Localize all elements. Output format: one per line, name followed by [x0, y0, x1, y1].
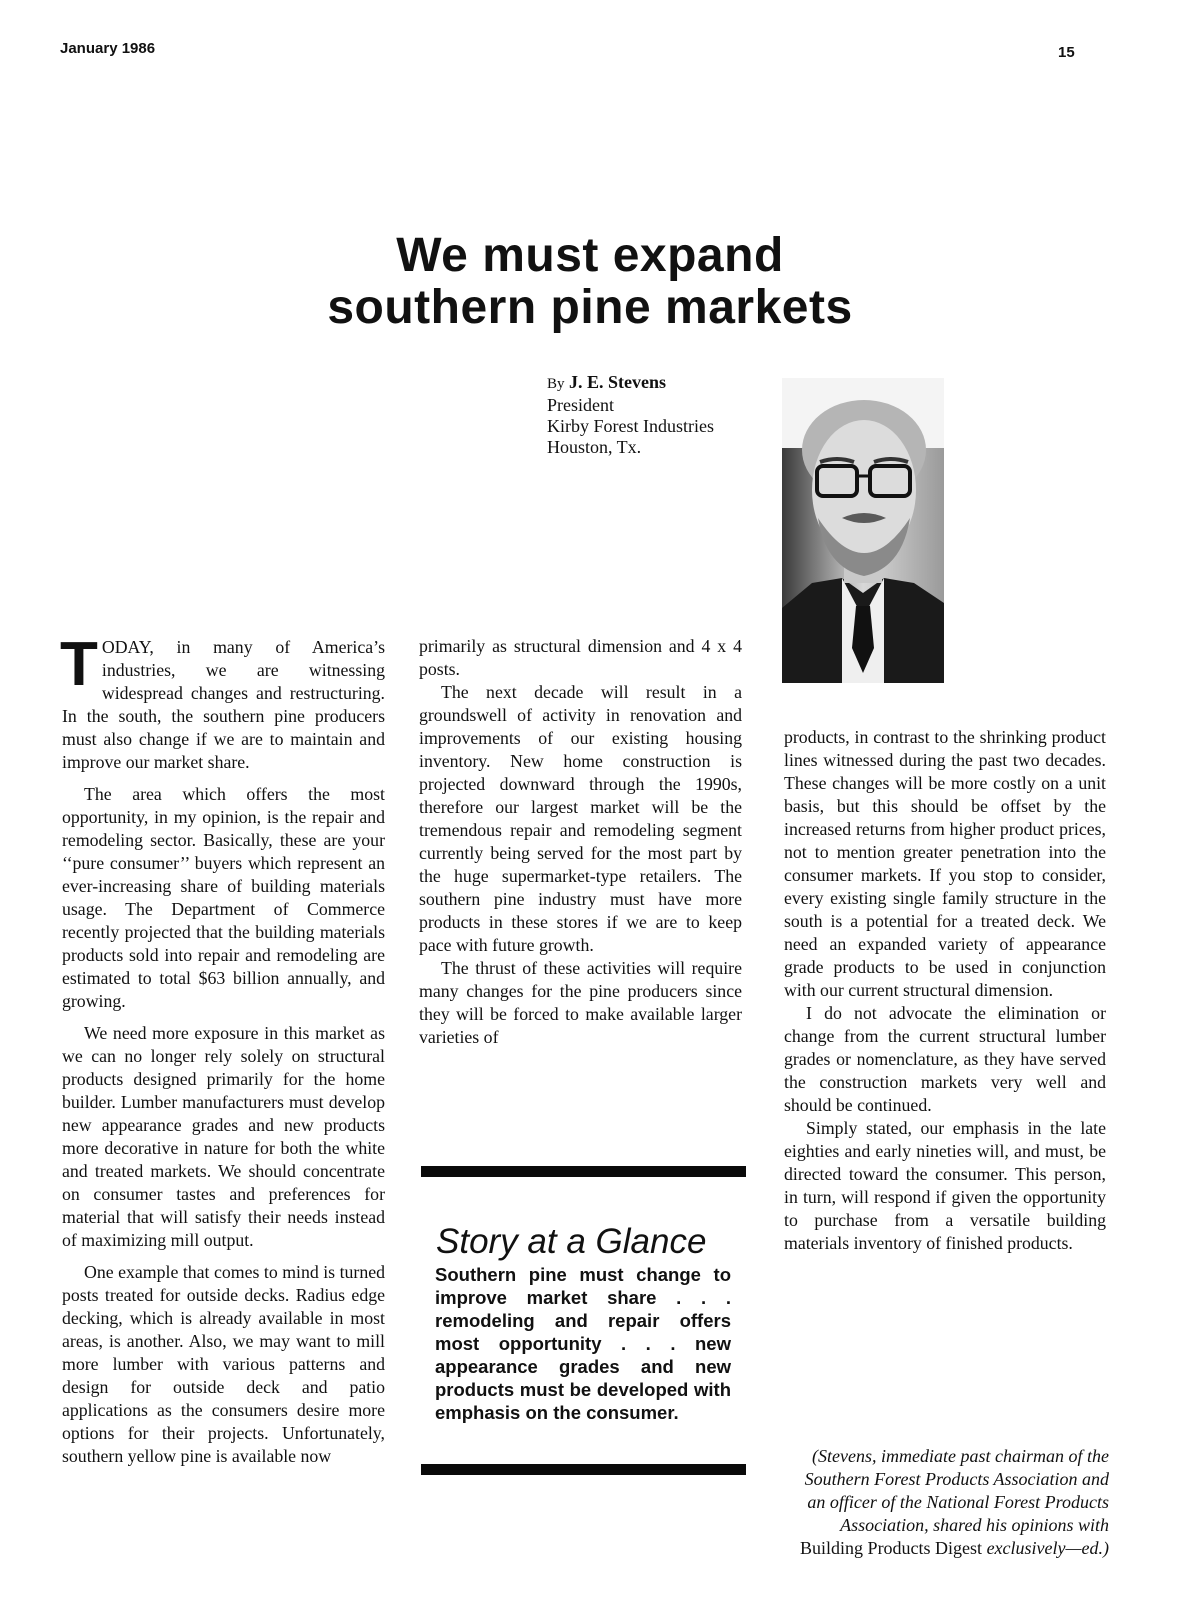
paragraph-3: We need more exposure in this market as we can no longer rely solely on structural products designed primarily for the home builder. Lumber manufacturers must develop new appearance grades and new products more decorative in nature for both the white and treated markets. We should concentrate on consumer tastes and preferences for material that will satisfy their needs instead of maximizing mill output.: [62, 1023, 385, 1250]
glance-bottom-rule: [421, 1464, 746, 1475]
paragraph-1: [60, 630, 385, 774]
paragraph-2: The area which offers the most opportunity, in my opinion, is the repair and remodeling sector. Basically, these are your ‘‘pure consumer’’ buyers which represent an ever-increasing share of building materials usage. The Department of Commerce recently projected that the building materials products sold into repair and remodeling are estimated to total $63 billion annually, and growing.: [62, 784, 385, 1011]
byline: [547, 372, 714, 458]
paragraph-9: I do not advocate the elimination or change from the current structural lumber grades or nomenclature, as they have served the construction markets very well and should be continued.: [784, 1003, 1106, 1115]
author-company: Kirby Forest Industries: [547, 416, 714, 436]
article-column-1: [60, 630, 385, 1468]
drop-cap: T: [60, 630, 98, 699]
paragraph-8: products, in contrast to the shrinking product lines witnessed during the past two decades. These changes will be more costly on a unit basis, but this should be offset by the increased returns from higher product prices, not to mention greater penetration into the consumer markets. If you stop to consider, every existing single family structure in the south is a potential for a treated deck. We need an expanded variety of appearance grade products to be used in conjunction with our current structural dimension.: [784, 727, 1106, 1000]
article-column-2: [419, 635, 742, 1049]
paragraph-4: One example that comes to mind is turned posts treated for outside decks. Radius edge decking, which is already available in most areas, is another. Also, we may want to mill more lumber with various patterns and design for outside deck and patio applications as the consumers desire more options for their projects. Unfortunately, southern yellow pine is available now: [62, 1262, 385, 1466]
article-title: [180, 230, 1000, 334]
editor-note-part-2: exclusively—ed.): [986, 1538, 1109, 1558]
title-line-1: We must expand: [396, 229, 784, 282]
editor-note: [784, 1445, 1109, 1560]
author-portrait-photo: [782, 378, 944, 683]
paragraph-10: Simply stated, our emphasis in the late eighties and early nineties will, and must, be directed toward the consumer. This person, in turn, will respond if given the opportunity to purchase from a versatile building materials inventory of finished products.: [784, 1118, 1106, 1253]
page-number: 15: [1058, 44, 1075, 61]
title-line-2: southern pine markets: [327, 281, 853, 334]
byline-by: By: [547, 376, 565, 392]
issue-date: January 1986: [60, 40, 156, 57]
paragraph-6: The next decade will result in a groundswell of activity in renovation and improvements of our existing housing inventory. New home construction is projected downward through the 1990s, therefore our largest market will be the tremendous repair and remodeling segment currently being served for the most part by the huge supermarket-type retailers. The southern pine industry must have more products in these stores if we are to keep pace with future growth.: [419, 682, 742, 955]
paragraph-5: primarily as structural dimension and 4 x 4 posts.: [419, 636, 742, 679]
glance-summary: Southern pine must change to improve market share . . . remodeling and repair offers most opportunity . . . new appearance grades and new products must be developed with emphasis on the consumer.: [435, 1264, 731, 1423]
paragraph-1-text: ODAY, in many of America’s industries, we are witnessing widespread changes and restructuring. In the south, the southern pine producers must also change if we are to maintain and improve our market share.: [62, 637, 385, 772]
publication-name: Building Products Digest: [800, 1538, 983, 1558]
author-position: President: [547, 395, 614, 415]
editor-note-part-1: (Stevens, immediate past chairman of the Southern Forest Products Association and an officer of the National Forest Products Association, shared his opinions with: [804, 1446, 1109, 1535]
glance-top-rule: [421, 1166, 746, 1177]
article-column-3: [784, 726, 1106, 1255]
author-location: Houston, Tx.: [547, 437, 642, 457]
glance-title: Story at a Glance: [436, 1222, 707, 1261]
author-name: J. E. Stevens: [569, 372, 667, 392]
paragraph-7: The thrust of these activities will require many changes for the pine producers since they will be forced to make available larger varieties of: [419, 958, 742, 1047]
